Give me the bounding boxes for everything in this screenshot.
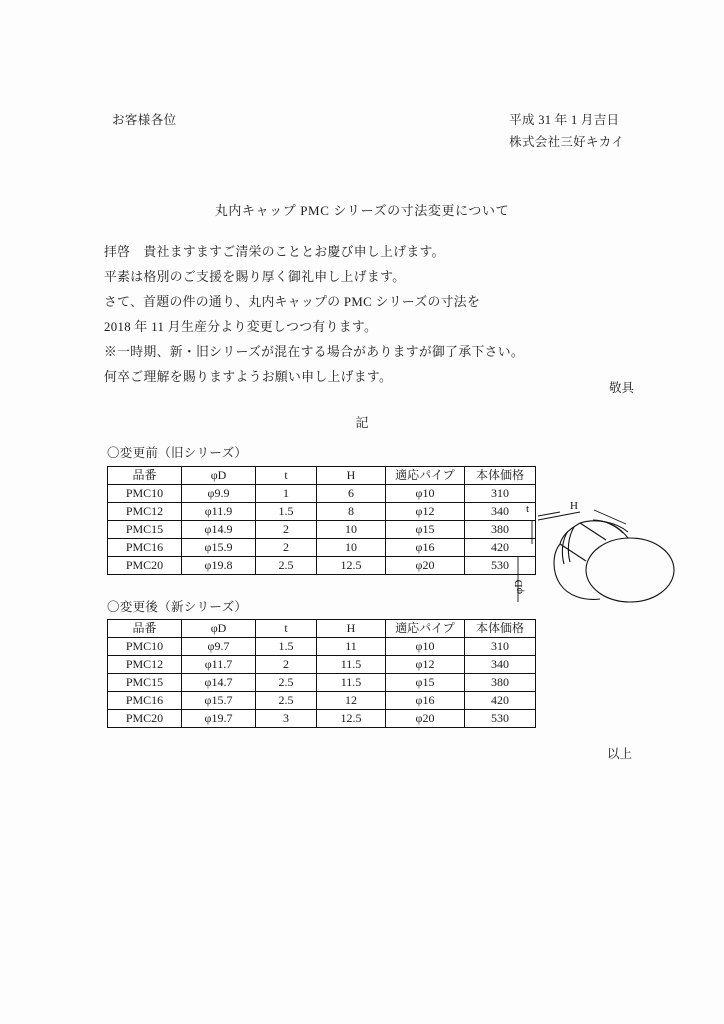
h-label: H xyxy=(570,500,578,512)
cell-diameter: φ15.7 xyxy=(182,692,256,710)
cell-diameter: φ11.7 xyxy=(182,656,256,674)
table-row xyxy=(108,557,536,575)
cell-diameter: φ19.7 xyxy=(182,710,256,728)
cell-part: PMC16 xyxy=(108,692,182,710)
cell-diameter: φ15.9 xyxy=(182,539,256,557)
cell-t: 2.5 xyxy=(256,674,317,692)
cell-diameter: φ9.9 xyxy=(182,485,256,503)
cell-pipe: φ15 xyxy=(386,674,465,692)
cell-price: 530 xyxy=(465,557,536,575)
col-header-price: 本体価格 xyxy=(465,467,536,485)
col-header-part: 品番 xyxy=(108,620,182,638)
footer-note: 以上 xyxy=(606,747,632,761)
cell-price: 340 xyxy=(465,656,536,674)
col-header-price: 本体価格 xyxy=(465,620,536,638)
cell-pipe: φ20 xyxy=(386,710,465,728)
cell-t: 3 xyxy=(256,710,317,728)
cell-part: PMC20 xyxy=(108,710,182,728)
closing-salutation: 敬具 xyxy=(608,381,634,395)
table-row xyxy=(108,485,536,503)
cell-pipe: φ12 xyxy=(386,503,465,521)
cell-h: 8 xyxy=(317,503,386,521)
after-table-label: 〇変更後（新シリーズ） xyxy=(107,600,248,614)
table-row xyxy=(108,539,536,557)
ki-mark: 記 xyxy=(355,415,369,430)
table-row xyxy=(108,503,536,521)
cell-t: 2.5 xyxy=(256,692,317,710)
before-spec-table xyxy=(107,466,536,575)
col-header-t: t xyxy=(256,467,317,485)
cell-diameter: φ14.7 xyxy=(182,674,256,692)
col-header-h: H xyxy=(317,620,386,638)
table-row xyxy=(108,710,536,728)
d-label: φD xyxy=(513,579,525,594)
cap-dimension-diagram xyxy=(508,498,698,628)
cell-pipe: φ20 xyxy=(386,557,465,575)
table-header-row xyxy=(108,467,536,485)
col-header-diameter: φD xyxy=(182,467,256,485)
cell-pipe: φ12 xyxy=(386,656,465,674)
cell-pipe: φ15 xyxy=(386,521,465,539)
col-header-pipe: 適応パイプ xyxy=(386,467,465,485)
col-header-diameter: φD xyxy=(182,620,256,638)
document-date: 平成 31 年 1 月吉日 xyxy=(509,113,620,127)
cell-t: 2.5 xyxy=(256,557,317,575)
body-line-3: さて、首題の件の通り、丸内キャップの PMC シリーズの寸法を xyxy=(104,294,481,309)
col-header-h: H xyxy=(317,467,386,485)
cell-pipe: φ16 xyxy=(386,692,465,710)
cell-h: 12.5 xyxy=(317,557,386,575)
cell-price: 420 xyxy=(465,692,536,710)
cell-part: PMC12 xyxy=(108,503,182,521)
cell-price: 340 xyxy=(465,503,536,521)
cell-t: 2 xyxy=(256,539,317,557)
cell-price: 380 xyxy=(465,674,536,692)
addressee: お客様各位 xyxy=(112,113,177,127)
cap-diagram-svg xyxy=(508,498,698,628)
cell-t: 1.5 xyxy=(256,503,317,521)
body-line-6: 何卒ご理解を賜りますようお願い申し上げます。 xyxy=(104,369,393,384)
after-spec-table xyxy=(107,619,536,728)
cell-diameter: φ19.8 xyxy=(182,557,256,575)
cell-part: PMC10 xyxy=(108,485,182,503)
col-header-pipe: 適応パイプ xyxy=(386,620,465,638)
table-row xyxy=(108,521,536,539)
table-row xyxy=(108,656,536,674)
col-header-t: t xyxy=(256,620,317,638)
cell-part: PMC12 xyxy=(108,656,182,674)
cell-h: 10 xyxy=(317,539,386,557)
document-title: 丸内キャップ PMC シリーズの寸法変更について xyxy=(214,203,510,218)
table-row xyxy=(108,692,536,710)
cell-h: 6 xyxy=(317,485,386,503)
table-header-row xyxy=(108,620,536,638)
cell-price: 310 xyxy=(465,485,536,503)
body-line-4: 2018 年 11 月生産分より変更しつつ有ります。 xyxy=(104,319,378,334)
cell-part: PMC20 xyxy=(108,557,182,575)
body-line-5: ※一時期、新・旧シリーズが混在する場合がありますが御了承下さい。 xyxy=(104,344,525,359)
cell-part: PMC16 xyxy=(108,539,182,557)
cell-diameter: φ11.9 xyxy=(182,503,256,521)
h-dimension-line xyxy=(538,512,560,516)
cell-h: 11.5 xyxy=(317,674,386,692)
col-header-part: 品番 xyxy=(108,467,182,485)
cell-price: 420 xyxy=(465,539,536,557)
cell-t: 1 xyxy=(256,485,317,503)
company-name: 株式会社三好キカイ xyxy=(509,134,624,149)
cell-part: PMC10 xyxy=(108,638,182,656)
cell-h: 11 xyxy=(317,638,386,656)
cell-h: 12 xyxy=(317,692,386,710)
date-company-block xyxy=(509,110,624,154)
body-text xyxy=(104,240,624,390)
body-line-2: 平素は格別のご支援を賜り厚く御礼申し上げます。 xyxy=(104,269,406,284)
cell-h: 10 xyxy=(317,521,386,539)
cell-pipe: φ16 xyxy=(386,539,465,557)
cap-face-ellipse xyxy=(586,538,674,602)
cell-h: 12.5 xyxy=(317,710,386,728)
body-line-1: 拝啓 貴社ますますご清栄のこととお慶び申し上げます。 xyxy=(104,245,445,259)
cell-diameter: φ9.7 xyxy=(182,638,256,656)
cell-h: 11.5 xyxy=(317,656,386,674)
cell-price: 530 xyxy=(465,710,536,728)
cell-price: 310 xyxy=(465,638,536,656)
cell-part: PMC15 xyxy=(108,521,182,539)
cell-diameter: φ14.9 xyxy=(182,521,256,539)
cell-pipe: φ10 xyxy=(386,638,465,656)
cell-price: 380 xyxy=(465,521,536,539)
cell-part: PMC15 xyxy=(108,674,182,692)
cell-t: 2 xyxy=(256,656,317,674)
cell-t: 2 xyxy=(256,521,317,539)
cell-pipe: φ10 xyxy=(386,485,465,503)
cell-t: 1.5 xyxy=(256,638,317,656)
t-label: t xyxy=(526,503,530,515)
table-row xyxy=(108,674,536,692)
before-table-label: 〇変更前（旧シリーズ） xyxy=(107,446,248,460)
table-row xyxy=(108,638,536,656)
